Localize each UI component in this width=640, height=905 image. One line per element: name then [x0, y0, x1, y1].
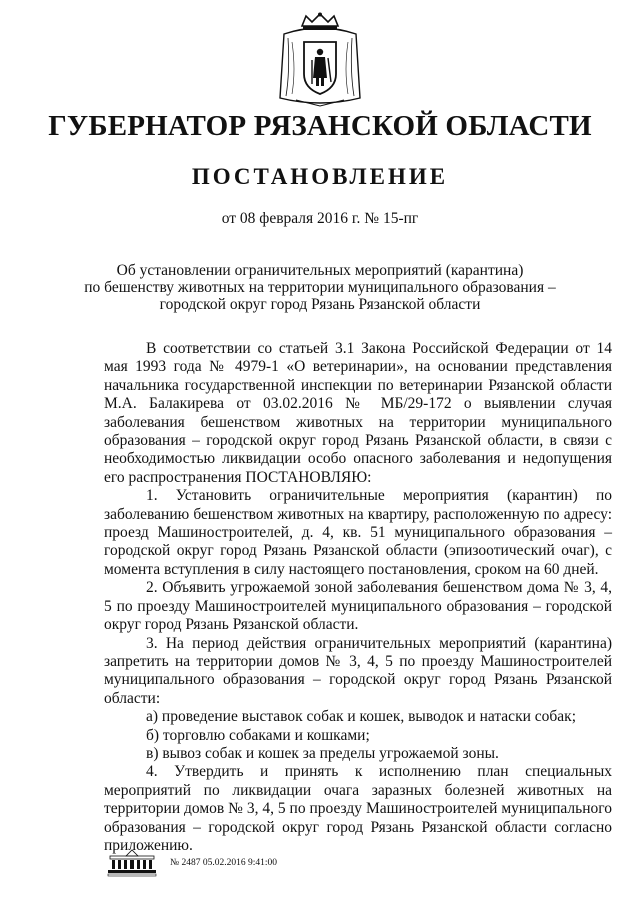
item-3-paragraph: 3. На период действия ограничительных мероприятий (карантина) запретить на территории домов № 3, 4, 5 по проезду Машиностроителей муниципального образования – городской округ город Рязань Рязанской области:	[104, 634, 612, 707]
item-1-paragraph: 1. Установить ограничительные мероприятия (карантин) по заболеванию бешенством животных на квартиру, расположенную по адресу: проезд Машиностроителей, д. 4, кв. 51 муниципального образования – городской округ город Рязань Рязанской области (эпизоотический очаг), с момента вступления в силу настоящего постановления, сроком на 60 дней.	[104, 487, 612, 578]
document-subject	[60, 262, 580, 313]
government-building-stamp-icon	[104, 848, 160, 878]
registration-number: № 2487 05.02.2016 9:41:00	[170, 858, 277, 868]
coat-of-arms-icon	[276, 12, 364, 110]
issuer-title: ГУБЕРНАТОР РЯЗАНСКОЙ ОБЛАСТИ	[48, 110, 592, 142]
item-4-paragraph: 4. Утвердить и принять к исполнению план специальных мероприятий по ликвидации очага заразных болезней животных на территории домов № 3, 4, 5 по проезду Машиностроителей муниципального образования – городской округ город Рязань Рязанской области согласно приложению.	[104, 763, 612, 854]
subject-line: городской округ город Рязань Рязанской области	[159, 296, 481, 313]
date-and-number: от 08 февраля 2016 г. № 15-пг	[221, 210, 419, 227]
document-type: ПОСТАНОВЛЕНИЕ	[191, 164, 449, 189]
item-3b-paragraph: б) торговлю собаками и кошками;	[146, 726, 370, 744]
item-3c-paragraph: в) вывоз собак и кошек за пределы угрожаемой зоны.	[146, 744, 499, 762]
subject-line: по бешенству животных на территории муниципального образования –	[84, 279, 556, 296]
document-body	[104, 340, 612, 855]
preamble-paragraph: В соответствии со статьей 3.1 Закона Российской Федерации от 14 мая 1993 года № 4979-1 «О ветеринарии», на основании представления начальника государственной инспекции по ветеринарии Рязанской области М.А. Балакирева от 03.02.2016 № МБ/29-172 о выявлении случая заболевания бешенством животных на территории муниципального образования – городской округ город Рязань Рязанской области, в связи с необходимостью ликвидации особо опасного заболевания и недопущения его распространения ПОСТАНОВЛЯЮ:	[104, 340, 612, 486]
item-2-paragraph: 2. Объявить угрожаемой зоной заболевания бешенством дома № 3, 4, 5 по проезду Машиностроителей муниципального образования – городской округ город Рязань Рязанской области.	[104, 579, 612, 634]
subject-line: Об установлении ограничительных мероприятий (карантина)	[116, 262, 524, 279]
item-3a-paragraph: а) проведение выставок собак и кошек, выводок и натаски собак;	[146, 708, 576, 726]
registration-footer	[104, 848, 404, 880]
